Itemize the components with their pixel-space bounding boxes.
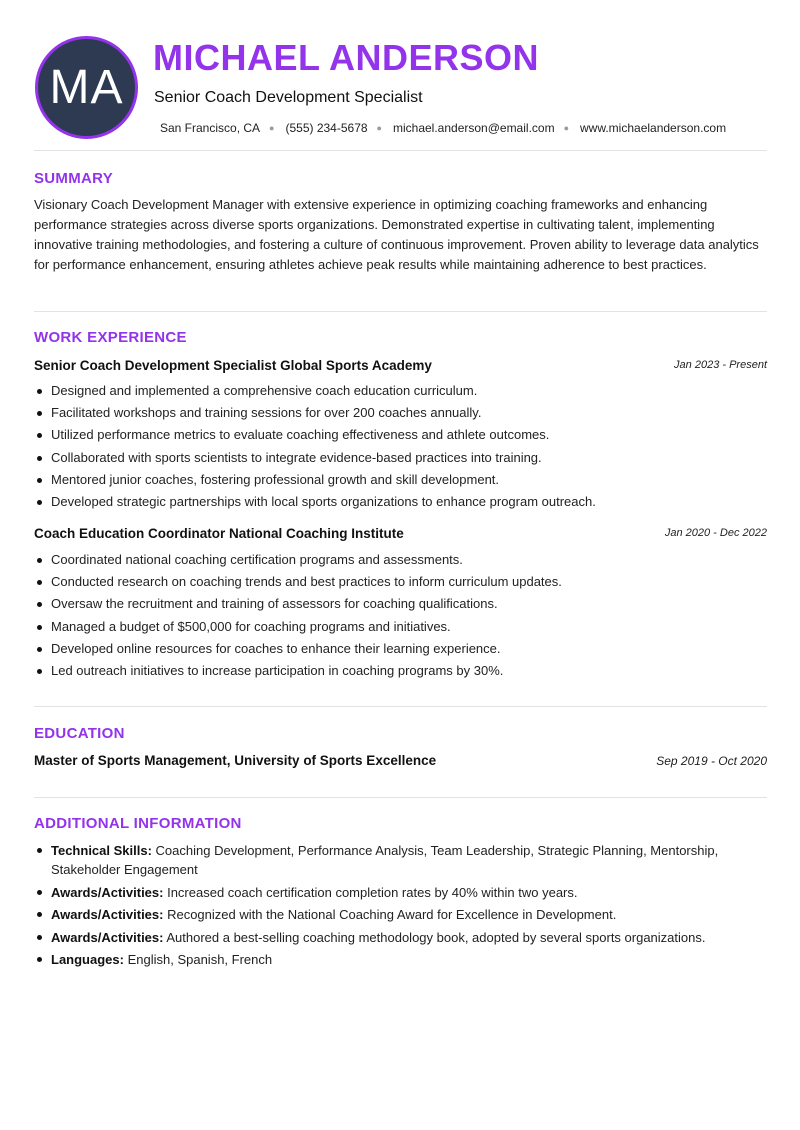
candidate-title: Senior Coach Development Specialist [154,89,423,106]
job-bullet-list [34,549,764,682]
job-title: Coach Education Coordinator National Coaching Institute [34,526,404,541]
job-header [34,526,767,544]
additional-info-heading: ADDITIONAL INFORMATION [34,815,242,832]
item-label: Awards/Activities: [51,929,164,945]
list-item: Designed and implemented a comprehensive coach education curriculum. [34,380,764,402]
item-text: Authored a best-selling coaching methodology book, adopted by several sports organizations. [163,929,706,945]
list-item: Mentored junior coaches, fostering professional growth and skill development. [34,469,764,491]
contact-location: San Francisco, CA [160,121,261,135]
contact-website[interactable]: www.michaelanderson.com [580,121,727,135]
additional-info-list [34,841,764,973]
avatar [35,36,138,139]
degree: Master of Sports Management, University of Sports Excellence [34,753,437,768]
summary-text: Visionary Coach Development Manager with extensive experience in optimizing coaching frameworks and enhancing performance strategies across diverse sports organizations. Demonstrated expertise in cultivating talent, implementing innovative training methodologies, and fostering a culture of continuous improvement. Proven ability to leverage data analytics for performance enhancement, ensuring athletes achieve peak results while maintaining adherence to best practices. [34,197,759,272]
item-label: Languages: [51,952,124,967]
job-header [34,358,767,376]
avatar-initials: MA [49,61,124,114]
list-item: Utilized performance metrics to evaluate coaching effectiveness and athlete outcomes. [34,424,764,446]
divider [34,797,767,798]
job-dates: Jan 2023 - Present [674,359,767,371]
item-label: Technical Skills: [51,843,152,858]
list-item [34,950,764,969]
item-text: Coaching Development, Performance Analysis, Team Leadership, Strategic Planning, Mentorship, Stakeholder Engagement [51,843,719,877]
education-entry [34,753,767,771]
separator-dot-icon: ● [376,123,382,133]
work-experience-heading: WORK EXPERIENCE [34,329,187,346]
list-item: Conducted research on coaching trends and best practices to inform curriculum updates. [34,571,764,593]
list-item: Developed online resources for coaches to enhance their learning experience. [34,638,764,660]
job-title: Senior Coach Development Specialist Global Sports Academy [34,358,432,373]
contact-email[interactable]: michael.anderson@email.com [392,121,555,135]
item-label: Awards/Activities: [51,907,164,922]
separator-dot-icon: ● [563,123,570,133]
list-item: Coordinated national coaching certification programs and assessments. [34,549,764,571]
education-heading: EDUCATION [34,725,125,742]
separator-dot-icon: ● [269,123,275,133]
education-dates: Sep 2019 - Oct 2020 [656,754,767,768]
job-bullet-list [34,380,764,513]
item-text: Recognized with the National Coaching Award for Excellence in Development. [163,907,617,922]
divider [34,706,767,707]
list-item: Collaborated with sports scientists to integrate evidence-based practices into training. [34,447,764,469]
list-item [34,841,764,879]
summary-heading: SUMMARY [34,170,114,187]
list-item: Led outreach initiatives to increase participation in coaching programs by 30%. [34,660,764,682]
job-dates: Jan 2020 - Dec 2022 [664,527,767,539]
item-label: Awards/Activities: [51,884,164,900]
list-item [34,883,764,902]
list-item: Facilitated workshops and training sessions for over 200 coaches annually. [34,402,764,424]
item-text: Increased coach certification completion rates by 40% within two years. [163,884,578,900]
item-text: English, Spanish, French [123,952,273,967]
list-item [34,905,764,924]
contact-bar [160,120,726,136]
contact-phone: (555) 234-5678 [285,121,368,135]
candidate-name: MICHAEL ANDERSON [153,37,540,78]
list-item: Managed a budget of $500,000 for coaching programs and initiatives. [34,616,764,638]
divider [34,311,767,312]
divider [34,150,767,151]
list-item [34,928,764,947]
list-item: Oversaw the recruitment and training of assessors for coaching qualifications. [34,593,764,615]
list-item: Developed strategic partnerships with local sports organizations to enhance program outreach. [34,491,764,513]
